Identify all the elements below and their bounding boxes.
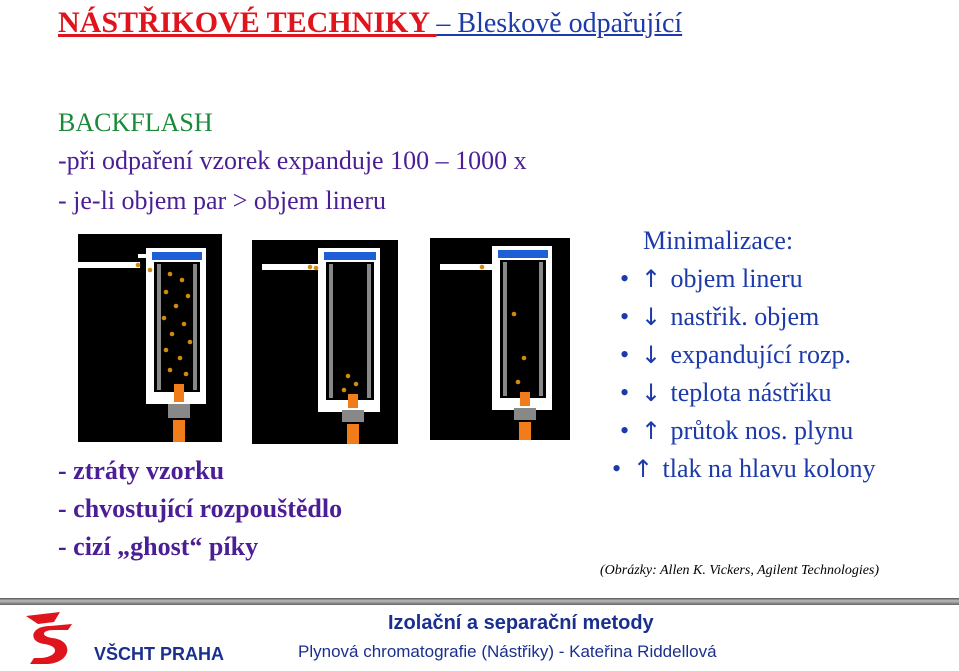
liner-image-2 bbox=[252, 240, 398, 444]
minimize-item-text: průtok nos. plynu bbox=[670, 416, 854, 445]
bullet: • bbox=[620, 302, 630, 331]
backflash-line-1: -při odpaření vzorek expanduje 100 – 1000 x bbox=[58, 146, 527, 175]
minimize-item-text: objem lineru bbox=[670, 264, 803, 293]
minimize-item bbox=[620, 302, 819, 332]
minimize-item bbox=[620, 264, 803, 294]
backflash-heading: BACKFLASH bbox=[58, 108, 213, 137]
title-main: NÁSTŘIKOVÉ TECHNIKY bbox=[58, 6, 437, 39]
bullet: • bbox=[612, 454, 622, 483]
footer-course: Izolační a separační metody bbox=[388, 612, 654, 634]
consequence-2: - chvostující rozpouštědlo bbox=[58, 494, 343, 523]
minimize-heading: Minimalizace: bbox=[643, 226, 794, 255]
liner-image-1 bbox=[78, 234, 222, 442]
arrow-up-icon: ↑ bbox=[640, 265, 662, 293]
bullet: • bbox=[620, 378, 630, 407]
arrow-down-icon: ↓ bbox=[640, 341, 662, 369]
bullet: • bbox=[620, 264, 630, 293]
page-title bbox=[58, 6, 682, 40]
bullet: • bbox=[620, 340, 630, 369]
bullet: • bbox=[620, 416, 630, 445]
footer-org: VŠCHT PRAHA bbox=[94, 644, 225, 664]
arrow-up-icon: ↑ bbox=[632, 455, 654, 483]
consequence-1: - ztráty vzorku bbox=[58, 456, 225, 485]
title-sub: – Bleskově odpařující bbox=[436, 8, 683, 39]
minimize-item bbox=[620, 378, 832, 408]
minimize-item-text: expandující rozp. bbox=[670, 340, 851, 369]
footer-divider bbox=[0, 598, 959, 605]
image-credit: (Obrázky: Allen K. Vickers, Agilent Technologies) bbox=[600, 563, 880, 578]
minimize-item-text: nastřik. objem bbox=[670, 302, 820, 331]
minimize-item-text: tlak na hlavu kolony bbox=[662, 454, 876, 483]
vscht-logo-icon bbox=[20, 608, 84, 668]
arrow-down-icon: ↓ bbox=[640, 303, 662, 331]
footer-topic: Plynová chromatografie (Nástřiky) - Kateřina Riddellová bbox=[298, 642, 717, 661]
arrow-down-icon: ↓ bbox=[640, 379, 662, 407]
consequence-3: - cizí „ghost“ píky bbox=[58, 532, 259, 561]
liner-image-3 bbox=[430, 238, 570, 440]
arrow-up-icon: ↑ bbox=[640, 417, 662, 445]
minimize-item bbox=[620, 416, 853, 446]
minimize-item bbox=[620, 340, 851, 370]
minimize-item-text: teplota nástřiku bbox=[670, 378, 832, 407]
backflash-line-2: - je-li objem par > objem lineru bbox=[58, 186, 387, 215]
minimize-item bbox=[612, 454, 876, 484]
